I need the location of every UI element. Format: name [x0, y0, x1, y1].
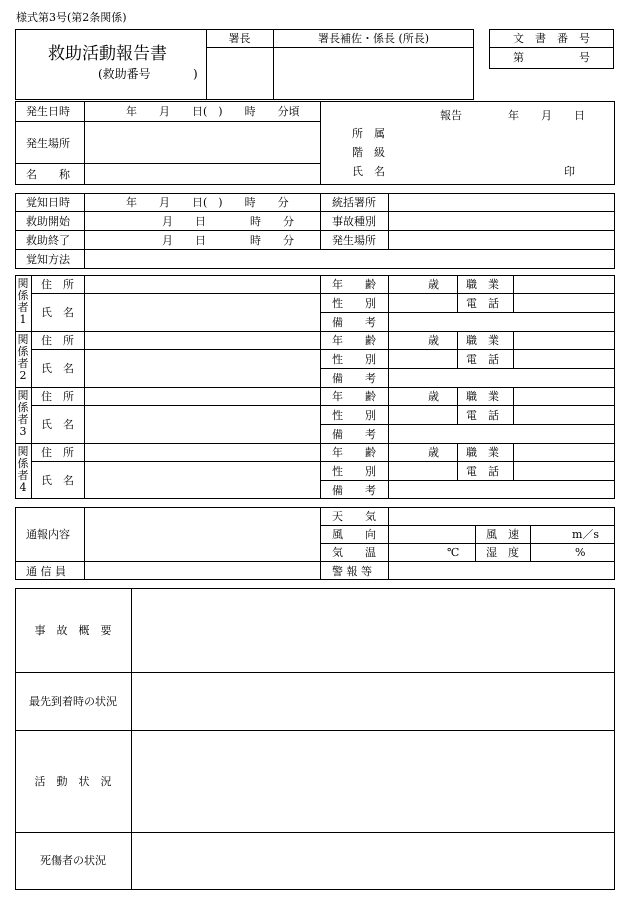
weather-label: 天 気 [332, 510, 376, 523]
job-label: 職 業 [466, 390, 499, 403]
humidity-unit: % [575, 546, 586, 559]
page-title: 救助活動報告書 [48, 44, 167, 64]
wind-direction-label: 風 向 [332, 528, 376, 541]
rescue-end-field[interactable]: 月 日 時 分 [162, 234, 294, 247]
warning-label: 警 報 等 [332, 565, 372, 578]
doc-number-value[interactable]: 第 号 [513, 51, 590, 64]
address-label: 住 所 [41, 278, 74, 291]
aware-datetime-label: 覚知日時 [26, 196, 70, 209]
job-label: 職 業 [466, 278, 499, 291]
age-unit: 歳 [428, 334, 439, 347]
age-label: 年 齢 [332, 334, 376, 347]
rescue-number-label: (救助番号 [98, 67, 151, 81]
awareness-place-field[interactable] [389, 231, 615, 249]
rescue-start-field[interactable]: 月 日 時 分 [162, 215, 294, 228]
casualties-field[interactable] [132, 833, 615, 890]
occurrence-place-label: 発生場所 [26, 137, 70, 150]
seal-mark: 印 [564, 165, 575, 178]
rescue-end-label: 救助終了 [26, 234, 70, 247]
chief-seal-field[interactable] [206, 48, 273, 100]
age-label: 年 齢 [332, 390, 376, 403]
aware-method-label: 覚知方法 [26, 253, 70, 266]
temperature-unit: ℃ [447, 546, 460, 559]
sex-label: 性 別 [332, 297, 376, 310]
deputy-seal-field[interactable] [273, 48, 474, 100]
station-field[interactable] [389, 193, 615, 211]
name-label: 氏 名 [41, 418, 74, 431]
name-label: 氏 名 [41, 474, 74, 487]
occurrence-name-field[interactable] [85, 164, 320, 185]
name-label: 氏 名 [41, 306, 74, 319]
humidity-label: 湿 度 [486, 546, 519, 559]
sex-label: 性 別 [332, 465, 376, 478]
occurrence-datetime-field[interactable]: 年 月 日( ) 時 分頃 [126, 105, 300, 118]
address-label: 住 所 [41, 446, 74, 459]
wind-speed-label: 風 速 [486, 528, 519, 541]
chief-label: 署長 [228, 32, 251, 45]
station-label: 統括署所 [332, 196, 376, 209]
rescue-start-label: 救助開始 [26, 215, 70, 228]
aware-method-field[interactable] [85, 250, 615, 269]
report-content-label: 通報内容 [26, 528, 70, 541]
phone-label: 電 話 [466, 465, 499, 478]
activity-label: 活 動 状 況 [34, 775, 112, 788]
occurrence-name-label: 名 称 [26, 168, 70, 181]
deputy-label: 署長補佐・係長 (所長) [317, 32, 430, 45]
age-unit: 歳 [428, 390, 439, 403]
age-unit: 歳 [428, 446, 439, 459]
first-arrival-field[interactable] [132, 673, 615, 730]
first-arrival-label: 最先到着時の状況 [29, 695, 117, 708]
overview-label: 事 故 概 要 [34, 624, 112, 637]
remarks-label: 備 考 [332, 428, 376, 441]
address-label: 住 所 [41, 390, 74, 403]
activity-field[interactable] [132, 731, 615, 832]
operator-field[interactable] [85, 562, 320, 580]
phone-label: 電 話 [466, 353, 499, 366]
report-date-field[interactable]: 年 月 日 [508, 109, 585, 122]
temperature-label: 気 温 [332, 546, 376, 559]
form-number: 様式第3号(第2条関係) [16, 11, 127, 24]
rescue-number-close: ) [193, 67, 198, 81]
person-tag-4: 関係者4 [17, 445, 29, 494]
affiliation-label: 所 属 [352, 127, 385, 140]
occurrence-place-field[interactable] [85, 122, 320, 163]
person-tag-3: 関係者3 [17, 389, 29, 438]
remarks-label: 備 考 [332, 372, 376, 385]
age-label: 年 齢 [332, 446, 376, 459]
reporter-name-label: 氏 名 [352, 165, 385, 178]
rank-label: 階 級 [352, 146, 385, 159]
occurrence-datetime-label: 発生日時 [26, 105, 70, 118]
job-label: 職 業 [466, 334, 499, 347]
age-unit: 歳 [428, 278, 439, 291]
remarks-label: 備 考 [332, 484, 376, 497]
accident-type-field[interactable] [389, 212, 615, 230]
report-label: 報告 [440, 109, 462, 122]
age-label: 年 齢 [332, 278, 376, 291]
sex-label: 性 別 [332, 353, 376, 366]
aware-datetime-field[interactable]: 年 月 日( ) 時 分 [126, 196, 289, 209]
remarks-label: 備 考 [332, 316, 376, 329]
person-tag-1: 関係者1 [17, 277, 29, 326]
doc-number-label: 文 書 番 号 [513, 32, 590, 45]
phone-label: 電 話 [466, 409, 499, 422]
sex-label: 性 別 [332, 409, 376, 422]
job-label: 職 業 [466, 446, 499, 459]
address-label: 住 所 [41, 334, 74, 347]
casualties-label: 死傷者の状況 [40, 854, 106, 867]
name-label: 氏 名 [41, 362, 74, 375]
wind-speed-unit: m／s [572, 528, 600, 541]
report-content-field[interactable] [85, 508, 320, 561]
person-tag-2: 関係者2 [17, 333, 29, 382]
phone-label: 電 話 [466, 297, 499, 310]
accident-type-label: 事故種別 [332, 215, 376, 228]
operator-label: 通 信 員 [26, 565, 66, 578]
overview-field[interactable] [132, 589, 615, 672]
awareness-place-label: 発生場所 [332, 234, 376, 247]
